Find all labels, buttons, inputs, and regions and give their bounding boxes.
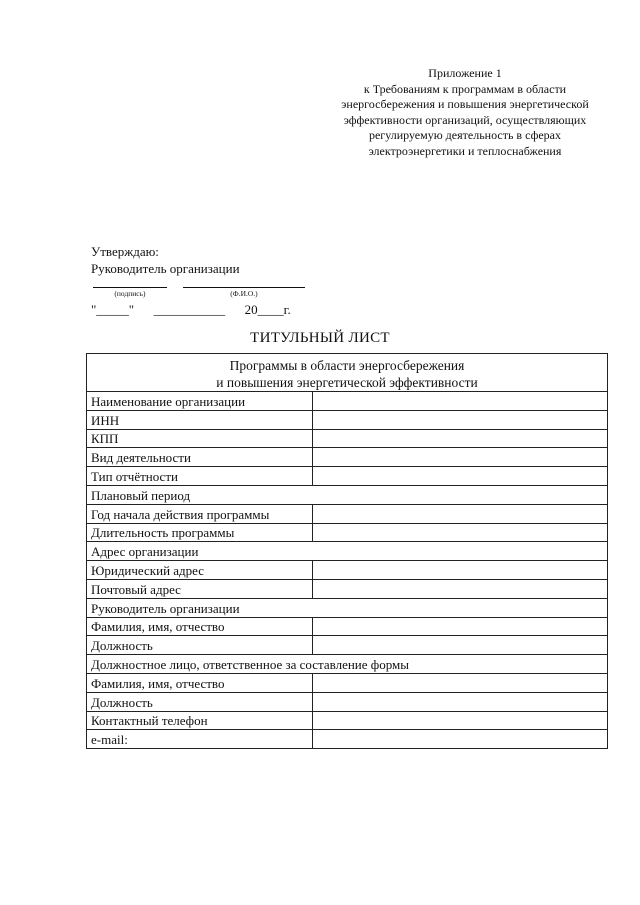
table-row bbox=[87, 561, 608, 580]
table-row bbox=[87, 579, 608, 598]
appendix-line: энергосбережения и повышения энергетической bbox=[341, 97, 589, 112]
field-label: Фамилия, имя, отчество bbox=[87, 673, 313, 692]
field-label: Вид деятельности bbox=[87, 448, 313, 467]
table-row bbox=[87, 692, 608, 711]
field-label: Почтовый адрес bbox=[87, 579, 313, 598]
field-value-cell[interactable] bbox=[313, 410, 608, 429]
table-header bbox=[87, 354, 608, 392]
appendix-line: регулируемую деятельность в сферах bbox=[368, 128, 561, 143]
field-value-cell[interactable] bbox=[313, 692, 608, 711]
name-line[interactable] bbox=[183, 287, 305, 288]
field-label: Юридический адрес bbox=[87, 561, 313, 580]
table-row bbox=[87, 598, 608, 617]
field-label: ИНН bbox=[87, 410, 313, 429]
field-label: Длительность программы bbox=[87, 523, 313, 542]
field-value-cell[interactable] bbox=[313, 467, 608, 486]
appendix-line: Приложение 1 bbox=[428, 66, 502, 80]
table-row bbox=[87, 448, 608, 467]
page-title: ТИТУЛЬНЫЙ ЛИСТ bbox=[250, 330, 390, 346]
field-label: Тип отчётности bbox=[87, 467, 313, 486]
field-value-cell[interactable] bbox=[313, 429, 608, 448]
name-caption: (Ф.И.О.) bbox=[230, 289, 258, 298]
section-label: Должностное лицо, ответственное за составление формы bbox=[87, 655, 608, 674]
title-sheet-table bbox=[86, 353, 608, 749]
table-row bbox=[87, 485, 608, 504]
approval-block bbox=[91, 243, 240, 277]
field-value-cell[interactable] bbox=[313, 561, 608, 580]
field-value-cell[interactable] bbox=[313, 579, 608, 598]
table-row bbox=[87, 410, 608, 429]
field-label: Контактный телефон bbox=[87, 711, 313, 730]
date-line[interactable]: "_____" ___________ 20____г. bbox=[91, 302, 291, 317]
signature-line[interactable] bbox=[93, 287, 167, 288]
table-row bbox=[87, 429, 608, 448]
table-row bbox=[87, 673, 608, 692]
table-row bbox=[87, 617, 608, 636]
appendix-note bbox=[300, 66, 630, 160]
field-label: Год начала действия программы bbox=[87, 504, 313, 523]
head-label: Руководитель организации bbox=[91, 261, 240, 276]
field-label: КПП bbox=[87, 429, 313, 448]
field-value-cell[interactable] bbox=[313, 636, 608, 655]
table-header-line: и повышения энергетической эффективности bbox=[216, 375, 478, 390]
table-row bbox=[87, 523, 608, 542]
table-row bbox=[87, 655, 608, 674]
table-row bbox=[87, 730, 608, 749]
section-label: Плановый период bbox=[87, 485, 608, 504]
table-row bbox=[87, 636, 608, 655]
field-label: Должность bbox=[87, 636, 313, 655]
field-value-cell[interactable] bbox=[313, 504, 608, 523]
table-row bbox=[87, 504, 608, 523]
field-value-cell[interactable] bbox=[313, 711, 608, 730]
table-row bbox=[87, 711, 608, 730]
field-value-cell[interactable] bbox=[313, 448, 608, 467]
field-value-cell[interactable] bbox=[313, 730, 608, 749]
field-value-cell[interactable] bbox=[313, 523, 608, 542]
table-header-line: Программы в области энергосбережения bbox=[229, 358, 465, 373]
field-label: Наименование организации bbox=[87, 392, 313, 411]
table-row bbox=[87, 542, 608, 561]
approve-label: Утверждаю: bbox=[91, 244, 159, 259]
section-label: Руководитель организации bbox=[87, 598, 608, 617]
field-value-cell[interactable] bbox=[313, 392, 608, 411]
section-label: Адрес организации bbox=[87, 542, 608, 561]
table-header-row bbox=[87, 354, 608, 392]
appendix-line: эффективности организаций, осуществляющих bbox=[343, 112, 587, 127]
field-label: Должность bbox=[87, 692, 313, 711]
field-value-cell[interactable] bbox=[313, 673, 608, 692]
appendix-line: электроэнергетики и теплоснабжения bbox=[368, 143, 562, 158]
signature-caption: (подпись) bbox=[114, 289, 146, 298]
table-row bbox=[87, 467, 608, 486]
field-value-cell[interactable] bbox=[313, 617, 608, 636]
appendix-line: к Требованиям к программам в области bbox=[363, 81, 567, 96]
field-label: e-mail: bbox=[87, 730, 313, 749]
table-row bbox=[87, 392, 608, 411]
field-label: Фамилия, имя, отчество bbox=[87, 617, 313, 636]
